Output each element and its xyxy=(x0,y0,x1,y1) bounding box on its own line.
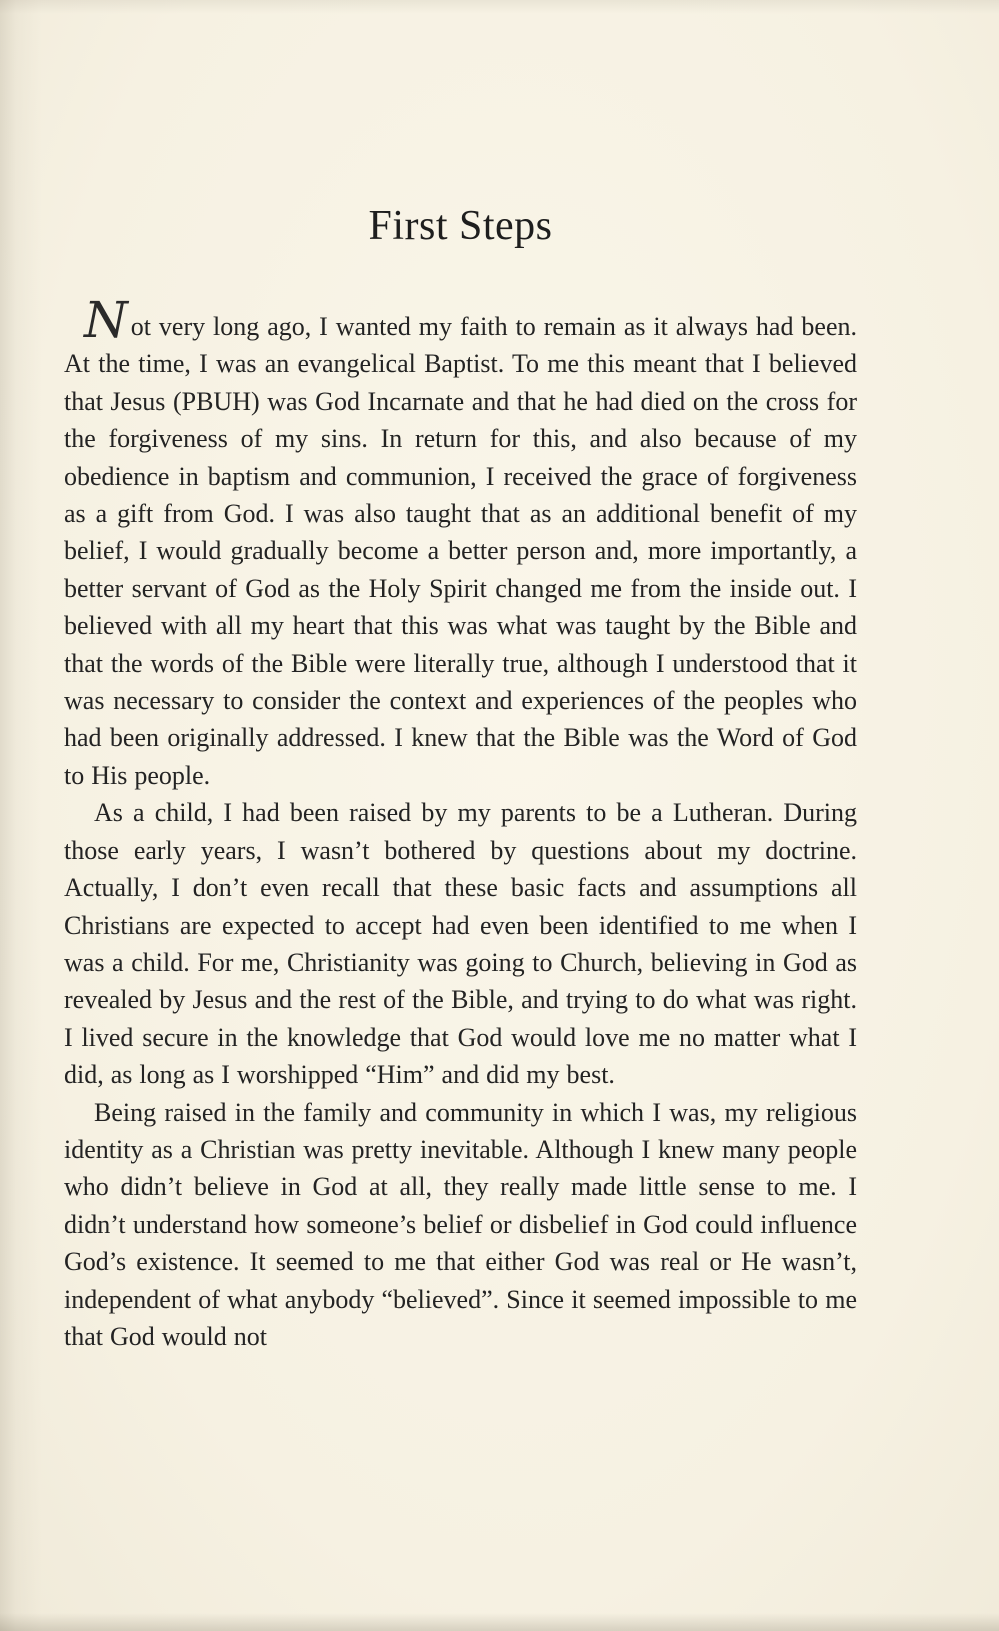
paragraph-first-text: ot very long ago, I wanted my faith to remain as it always had been. At the time, I was an evangelical Baptist. To me this meant that I believed that Jesus (PBUH) was God Incarnate and that he had died on the cross for the forgiveness of my sins. In return for this, and also because of my obedience in baptism and communion, I received the grace of forgiveness as a gift from God. I was also taught that as an additional benefit of my belief, I would gradually become a better person and, more importantly, a better servant of God as the Holy Spirit changed me from the inside out. I believed with all my heart that this was what was taught by the Bible and that the words of the Bible were literally true, although I understood that it was necessary to consider the context and experiences of the peoples who had been originally addressed. I knew that the Bible was the Word of God to His people. xyxy=(64,312,857,790)
chapter-title: First Steps xyxy=(368,203,553,249)
paragraph-second: As a child, I had been raised by my parents to be a Lutheran. During those early years, I wasn’t bothered by questions about my doctrine. Actually, I don’t even recall that these basic facts and assumptions all Christians are expected to accept had even been identified to me when I was a child. For me, Christianity was going to Church, believing in God as revealed by Jesus and the rest of the Bible, and trying to do what was right. I lived secure in the knowledge that God would love me no matter what I did, as long as I worshipped “Him” and did my best. xyxy=(64,798,857,1090)
paragraph-first xyxy=(64,291,857,794)
decorative-initial-letter: N xyxy=(84,291,128,349)
paragraph-third: Being raised in the family and community in which I was, my religious identity as a Christian was pretty inevitable. Although I knew many people who didn’t believe in God at all, they really made little sense to me. I didn’t understand how someone’s belief or disbelief in God could influence God’s existence. It seemed to me that either God was real or He wasn’t, independent of what anybody “believed”. Since it seemed impossible to me that God would not xyxy=(64,1097,857,1351)
